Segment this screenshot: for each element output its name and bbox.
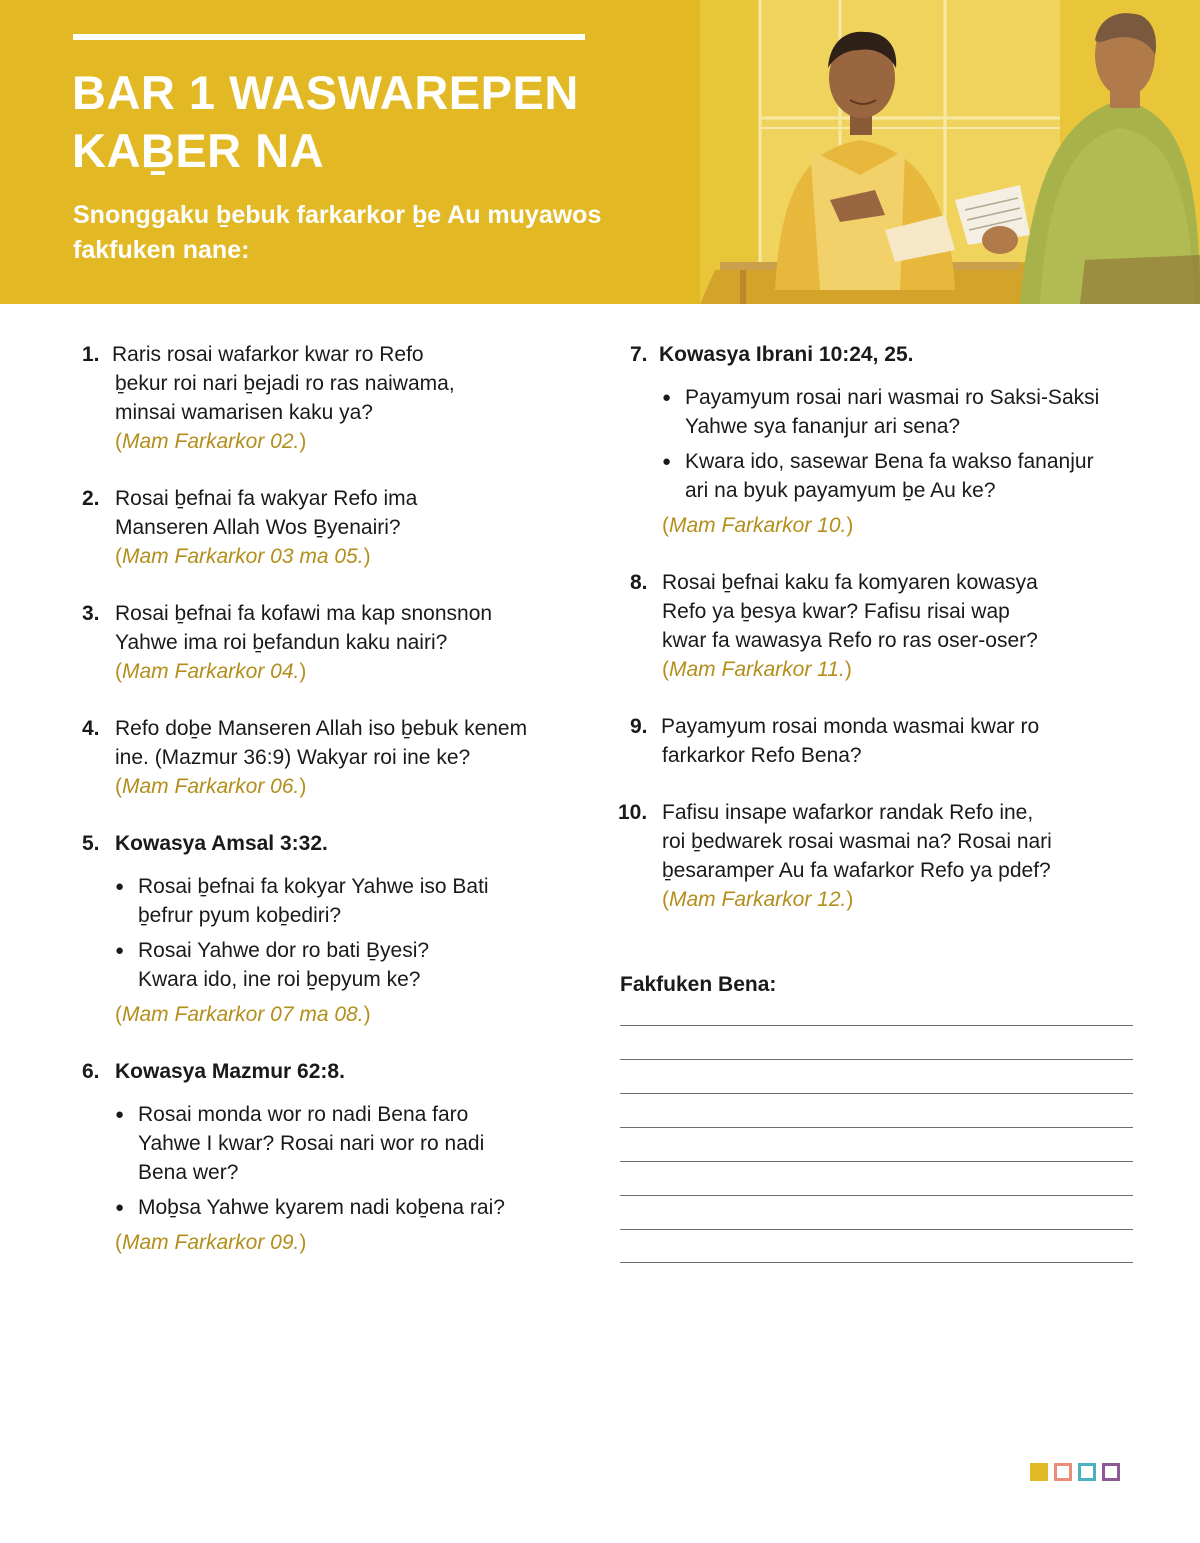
note-line[interactable] xyxy=(620,1229,1133,1230)
questions-left-column xyxy=(82,340,582,1257)
question-text-line: minsai wamarisen kaku ya? xyxy=(115,401,373,424)
reference: (Mam Farkarkor 09.) xyxy=(115,1231,307,1254)
square-outline-icon xyxy=(1102,1463,1120,1481)
question-text-line: Rosai ḇefnai kaku fa komyaren kowasya xyxy=(662,571,1038,594)
bullet-dot: ● xyxy=(115,942,125,959)
question-number: 1. xyxy=(82,343,100,366)
bullet-item: ● Kwara ido, sasewar Bena fa wakso fananjur ari na byuk payamyum ḇe Au ke? xyxy=(662,447,1138,505)
reference: (Mam Farkarkor 03 ma 05.) xyxy=(115,545,371,568)
reference: (Mam Farkarkor 04.) xyxy=(115,660,307,683)
question-text-line: kwar fa wawasya Refo ro ras oser-oser? xyxy=(662,629,1038,652)
question-8 xyxy=(630,568,1138,684)
bullet-dot: ● xyxy=(115,878,125,895)
question-4 xyxy=(82,714,582,801)
note-line[interactable] xyxy=(620,1262,1133,1263)
reference: (Mam Farkarkor 02.) xyxy=(115,430,307,453)
question-text-line: Rosai ḇefnai fa wakyar Refo ima xyxy=(115,487,418,510)
question-1 xyxy=(82,340,582,456)
question-text-line: ine. (Mazmur 36:9) Wakyar roi ine ke? xyxy=(115,746,471,769)
question-3 xyxy=(82,599,582,686)
question-number: 5. xyxy=(82,832,100,855)
notes-title: Fakfuken Bena: xyxy=(620,973,777,996)
note-line[interactable] xyxy=(620,1195,1133,1196)
square-outline-icon xyxy=(1054,1463,1072,1481)
note-line[interactable] xyxy=(620,1025,1133,1026)
square-filled-icon xyxy=(1030,1463,1048,1481)
page-subtitle: Snonggaku ḇebuk farkarkor ḇe Au muyawos fakfuken nane: xyxy=(73,201,602,264)
bullet-list xyxy=(662,383,1138,505)
question-title: Kowasya Mazmur 62:8. xyxy=(115,1060,345,1083)
question-5 xyxy=(82,829,582,1029)
question-number: 2. xyxy=(82,487,100,510)
bullet-list xyxy=(115,872,582,994)
reference: (Mam Farkarkor 07 ma 08.) xyxy=(115,1003,371,1026)
reference: (Mam Farkarkor 10.) xyxy=(662,514,854,537)
header-banner xyxy=(0,0,1200,304)
bullet-item: ● Payamyum rosai nari wasmai ro Saksi-Saksi Yahwe sya fananjur ari sena? xyxy=(662,383,1138,441)
question-number: 8. xyxy=(630,571,648,594)
question-2 xyxy=(82,484,582,571)
bullet-item: ● Rosai Yahwe dor ro bati Ḇyesi? Kwara ido, ine roi ḇepyum ke? xyxy=(115,936,582,994)
question-title: Kowasya Ibrani 10:24, 25. xyxy=(659,343,914,366)
bullet-dot: ● xyxy=(115,1199,125,1216)
reference: (Mam Farkarkor 06.) xyxy=(115,775,307,798)
question-text-line: ḇekur roi nari ḇejadi ro ras naiwama, xyxy=(115,372,455,395)
note-line[interactable] xyxy=(620,1161,1133,1162)
question-text-line: Refo doḇe Manseren Allah iso ḇebuk kenem xyxy=(115,717,528,740)
question-text-line: ḇesaramper Au fa wafarkor Refo ya pdef? xyxy=(662,859,1051,882)
question-number: 4. xyxy=(82,717,100,740)
question-number: 6. xyxy=(82,1060,100,1083)
question-text-line: Manseren Allah Wos Ḇyenairi? xyxy=(115,516,401,539)
question-text-line: Fafisu insape wafarkor randak Refo ine, xyxy=(662,801,1034,824)
question-number: 7. xyxy=(630,343,648,366)
header-rule xyxy=(73,34,585,40)
bullet-item: ● Rosai ḇefnai fa kokyar Yahwe iso Bati ḇefrur pyum koḇediri? xyxy=(115,872,582,930)
page-title: BAR 1 WASWAREPEN KAḆER NA xyxy=(72,66,579,177)
decorative-squares xyxy=(1030,1463,1120,1481)
bullet-list xyxy=(115,1100,582,1222)
bullet-dot: ● xyxy=(662,389,672,406)
reference: (Mam Farkarkor 11.) xyxy=(662,658,852,681)
question-text-line: Payamyum rosai monda wasmai kwar ro xyxy=(661,715,1040,738)
note-line[interactable] xyxy=(620,1059,1133,1060)
bullet-item: ● Rosai monda wor ro nadi Bena faro Yahwe I kwar? Rosai nari wor ro nadi Bena wer? xyxy=(115,1100,582,1187)
question-number: 10. xyxy=(618,801,648,824)
question-6 xyxy=(82,1057,582,1257)
question-7 xyxy=(630,340,1138,540)
question-text-line: roi ḇedwarek rosai wasmai na? Rosai nari xyxy=(662,830,1052,853)
bullet-dot: ● xyxy=(115,1106,125,1123)
question-number: 9. xyxy=(630,715,648,738)
question-text-line: Yahwe ima roi ḇefandun kaku nairi? xyxy=(115,631,448,654)
question-9 xyxy=(630,712,1138,770)
note-line[interactable] xyxy=(620,1093,1133,1094)
question-10 xyxy=(618,798,1138,914)
question-number: 3. xyxy=(82,602,100,625)
question-text-line: Rosai ḇefnai fa kofawi ma kap snonsnon xyxy=(115,602,493,625)
question-title: Kowasya Amsal 3:32. xyxy=(115,832,328,855)
question-text-line: farkarkor Refo Bena? xyxy=(662,744,862,767)
question-text-line: Refo ya ḇesya kwar? Fafisu risai wap xyxy=(662,600,1010,623)
bullet-item: ● Moḇsa Yahwe kyarem nadi koḇena rai? xyxy=(115,1193,582,1222)
bullet-dot: ● xyxy=(662,453,672,470)
note-line[interactable] xyxy=(620,1127,1133,1128)
square-outline-icon xyxy=(1078,1463,1096,1481)
question-text-line: Raris rosai wafarkor kwar ro Refo xyxy=(112,343,424,366)
two-men-talking-illustration xyxy=(700,0,1200,304)
questions-right-column xyxy=(618,340,1138,914)
reference: (Mam Farkarkor 12.) xyxy=(662,888,854,911)
